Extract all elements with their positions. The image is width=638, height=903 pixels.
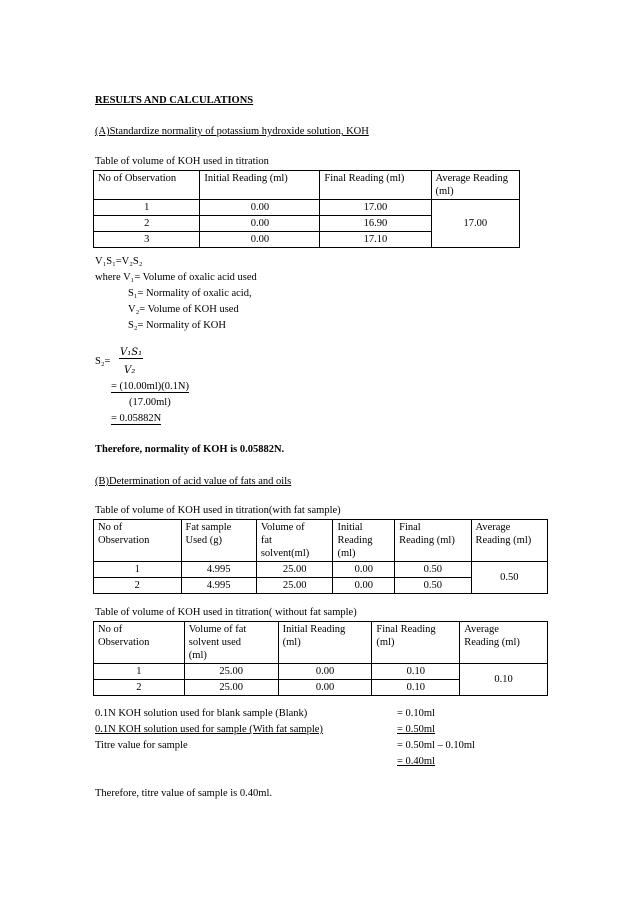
table-cell: 25.00 <box>184 664 278 680</box>
conclusion-b: Therefore, titre value of sample is 0.40ml. <box>95 788 272 799</box>
table-b2-average: 0.10 <box>460 664 548 696</box>
fraction-denominator: V₂ <box>124 365 136 376</box>
table-cell: 0.10 <box>372 680 460 696</box>
table-cell: 0.00 <box>200 216 320 232</box>
calc-step-1-denominator: (17.00ml) <box>129 397 171 408</box>
table-row <box>94 200 520 216</box>
table-b2-caption: Table of volume of KOH used in titration( without fat sample) <box>95 607 357 618</box>
blank-value: = 0.10ml <box>397 708 436 719</box>
table-cell: 0.50 <box>395 578 471 594</box>
table-b2-header: Final Reading (ml) <box>372 622 460 664</box>
table-cell: 0.00 <box>278 680 372 696</box>
table-b1-caption: Table of volume of KOH used in titration(with fat sample) <box>95 505 341 516</box>
table-b1-average: 0.50 <box>471 562 547 594</box>
table-cell: 1 <box>94 562 182 578</box>
table-row <box>94 562 548 578</box>
table-b1-header: Volume of fat solvent(ml) <box>256 520 333 562</box>
section-a-title: (A)Standardize normality of potassium hydroxide solution, KOH <box>95 126 369 137</box>
fat-label: 0.1N KOH solution used for sample (With fat sample) <box>95 724 323 735</box>
fraction-numerator: V₁S₁ <box>120 347 143 358</box>
section-b-title: (B)Determination of acid value of fats and oils <box>95 476 292 487</box>
table-cell: 1 <box>94 200 200 216</box>
table-a-header: Initial Reading (ml) <box>200 171 320 200</box>
table-b1 <box>93 519 548 594</box>
formula-where-2: S₁= Normality of oxalic acid, <box>128 288 252 299</box>
table-a-header: No of Observation <box>94 171 200 200</box>
fat-value: = 0.50ml <box>397 724 436 735</box>
table-cell: 17.00 <box>320 200 431 216</box>
calc-step-1: = (10.00ml)(0.1N) <box>111 381 189 392</box>
table-b2 <box>93 621 548 696</box>
table-row <box>94 664 548 680</box>
formula-equation: V₁S₁=V₂S₂ <box>95 256 143 267</box>
table-cell: 25.00 <box>256 562 333 578</box>
table-cell: 0.00 <box>278 664 372 680</box>
table-a-average: 17.00 <box>431 200 519 248</box>
table-b2-header: Initial Reading (ml) <box>278 622 372 664</box>
table-a-header: Final Reading (ml) <box>320 171 431 200</box>
table-a-caption: Table of volume of KOH used in titration <box>95 156 269 167</box>
table-cell: 16.90 <box>320 216 431 232</box>
table-cell: 3 <box>94 232 200 248</box>
table-cell: 2 <box>94 216 200 232</box>
table-cell: 0.00 <box>200 200 320 216</box>
table-cell: 25.00 <box>184 680 278 696</box>
table-a <box>93 170 520 248</box>
table-b2-header: Volume of fat solvent used (ml) <box>184 622 278 664</box>
table-cell: 0.10 <box>372 664 460 680</box>
formula-where-1: where V₁= Volume of oxalic acid used <box>95 272 257 283</box>
table-cell: 0.00 <box>333 578 395 594</box>
titre-result: = 0.40ml <box>397 756 436 767</box>
formula-where-3: V₂= Volume of KOH used <box>128 304 239 315</box>
s2-label: S₂= <box>95 356 111 367</box>
table-b2-header: No of Observation <box>94 622 185 664</box>
table-b1-header: Average Reading (ml) <box>471 520 547 562</box>
blank-label: 0.1N KOH solution used for blank sample (Blank) <box>95 708 308 719</box>
table-cell: 0.00 <box>200 232 320 248</box>
table-b1-header: Final Reading (ml) <box>395 520 471 562</box>
table-cell: 0.00 <box>333 562 395 578</box>
table-cell: 4.995 <box>181 562 256 578</box>
table-b1-header: No of Observation <box>94 520 182 562</box>
formula-where-4: S₂= Normality of KOH <box>128 320 226 331</box>
table-b2-header: Average Reading (ml) <box>460 622 548 664</box>
table-cell: 4.995 <box>181 578 256 594</box>
table-cell: 25.00 <box>256 578 333 594</box>
page-heading: RESULTS AND CALCULATIONS <box>95 95 254 106</box>
table-cell: 0.50 <box>395 562 471 578</box>
titre-label: Titre value for sample <box>95 740 188 751</box>
table-cell: 2 <box>94 578 182 594</box>
table-cell: 2 <box>94 680 185 696</box>
table-b1-header: Initial Reading (ml) <box>333 520 395 562</box>
table-cell: 1 <box>94 664 185 680</box>
table-cell: 17.10 <box>320 232 431 248</box>
table-a-header: Average Reading (ml) <box>431 171 519 200</box>
table-b1-header: Fat sample Used (g) <box>181 520 256 562</box>
calc-step-2: = 0.05882N <box>111 413 162 424</box>
conclusion-a: Therefore, normality of KOH is 0.05882N. <box>95 444 285 455</box>
titre-value: = 0.50ml – 0.10ml <box>397 740 475 751</box>
